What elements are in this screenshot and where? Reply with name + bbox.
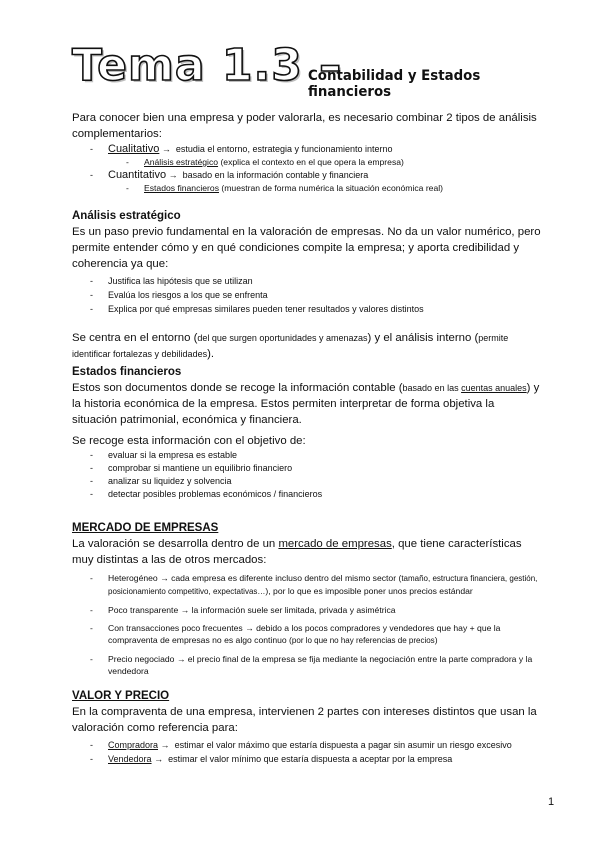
analisis-text: Es un paso previo fundamental en la valoración de empresas. No da un valor numérico, pero permite entender cómo y en qué condiciones compite la empresa; y aporta credibilidad y coherencia ya que: <box>72 226 541 270</box>
list-item: - Precio negociado → el precio final de la empresa se fija mediante la negociación entre la parte compradora y la vendedora <box>72 653 542 677</box>
analysis-types-list <box>72 143 542 195</box>
list-item: - Poco transparente → la información suele ser limitada, privada y asimétrica <box>72 604 542 616</box>
list-item: - Con transacciones poco frecuentes → debido a los pocos compradores y vendedores que hay + que la compraventa de empresas no es algo continuo (por lo que no hay referencias de precios) <box>72 622 542 647</box>
list-item: - Justifica las hipótesis que se utilizan <box>72 274 542 288</box>
list-item: - Cualitativo → estudia el entorno, estrategia y funcionamiento interno <box>72 143 542 156</box>
list-item: - Explica por qué empresas similares pueden tener resultados y valores distintos <box>72 302 542 316</box>
section-heading: Estados financieros <box>72 366 182 378</box>
list-item: - Heterogéneo → cada empresa es diferente incluso dentro del mismo sector (tamaño, estructura financiera, gestión, posicionamiento competitivo, expectativas…), por lo que es imposible poner unos precios estándar <box>72 572 542 598</box>
intro-text: Para conocer bien una empresa y poder valorarla, es necesario combinar 2 tipos de análisis complementarios: <box>72 112 537 140</box>
title-block <box>72 40 572 100</box>
valor-text: En la compraventa de una empresa, intervienen 2 partes con intereses distintos que usan la valoración como referencia para: <box>72 706 537 734</box>
list-item: - Vendedora → estimar el valor mínimo que estaría dispuesta a aceptar por la empresa <box>72 752 542 766</box>
entorno-text: Se centra en el entorno (del que surgen oportunidades y amenazas) y el análisis interno (permite identificar fortalezas y debilidades). <box>72 332 509 360</box>
list-item: - detectar posibles problemas económicos / financieros <box>72 488 542 501</box>
main-title: Tema 1.3 – <box>72 40 343 91</box>
list-item: - comprobar si mantiene un equilibrio financiero <box>72 462 542 475</box>
objetivo-text: Se recoge esta información con el objetivo de: <box>72 435 306 447</box>
list-item: - Análisis estratégico (explica el contexto en el que opera la empresa) <box>72 156 542 169</box>
list-item: - Estados financieros (muestran de forma numérica la situación económica real) <box>72 182 542 195</box>
page-number: 1 <box>548 796 555 808</box>
estados-bullets <box>72 449 542 501</box>
mercado-text: La valoración se desarrolla dentro de un mercado de empresas, que tiene características muy distintas a las de otros mercados: <box>72 538 522 566</box>
subtitle: Contabilidad y Estados financieros <box>308 68 481 100</box>
estados-text: Estos son documentos donde se recoge la información contable (basado en las cuentas anuales) y la historia económica de la empresa. Estos permiten interpretar de forma objetiva la situación patrimonial, económica y financiera. <box>72 382 540 426</box>
valor-list <box>72 738 542 766</box>
section-heading: Análisis estratégico <box>72 210 181 222</box>
list-item: - evaluar si la empresa es estable <box>72 449 542 462</box>
estados-section <box>72 364 542 501</box>
list-item: - analizar su liquidez y solvencia <box>72 475 542 488</box>
mercado-section <box>72 520 542 683</box>
list-item: - Evalúa los riesgos a los que se enfrenta <box>72 288 542 302</box>
list-item: - Cuantitativo → basado en la información contable y financiera <box>72 169 542 182</box>
analisis-section <box>72 208 542 362</box>
list-item: - Compradora → estimar el valor máximo que estaría dispuesta a pagar sin asumir un riesgo excesivo <box>72 738 542 752</box>
mercado-list <box>72 572 542 677</box>
valor-section <box>72 688 542 766</box>
analisis-bullets <box>72 274 542 316</box>
section-heading: MERCADO DE EMPRESAS <box>72 522 219 534</box>
intro-section <box>72 110 542 195</box>
section-heading: VALOR Y PRECIO <box>72 690 170 702</box>
